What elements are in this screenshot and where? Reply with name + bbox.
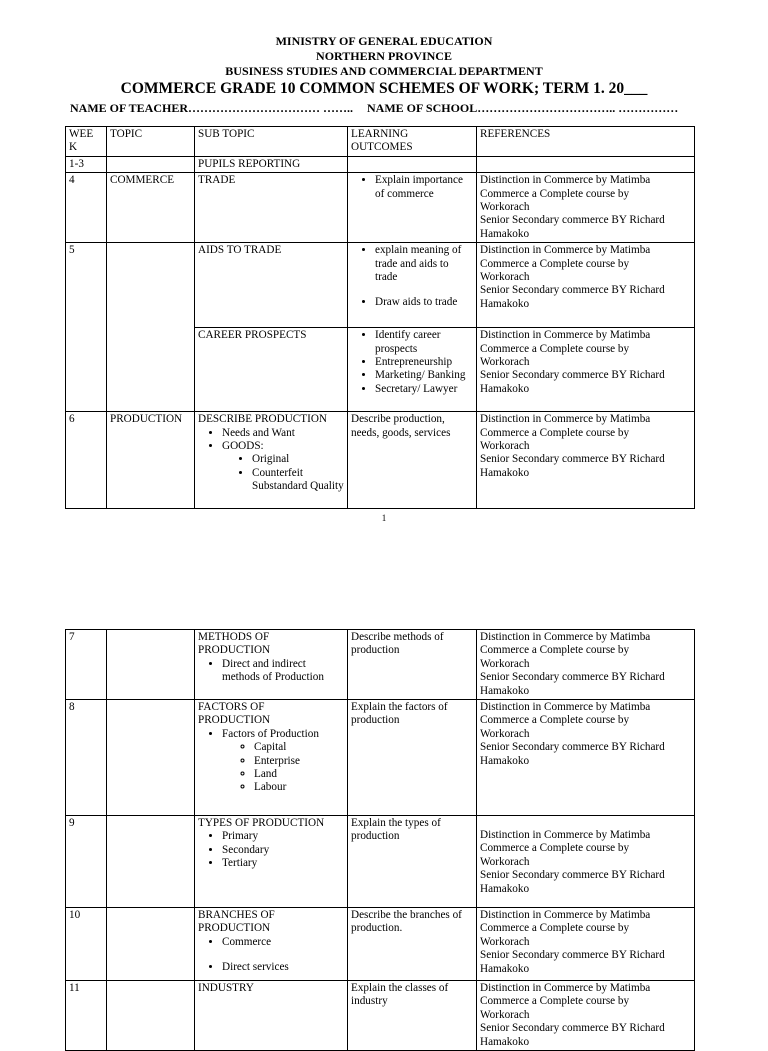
references-cell: Distinction in Commerce by Matimba Commerce a Complete course by Workorach Senior Secondary commerce BY Richard Hamakoko	[477, 243, 695, 328]
name-line	[70, 101, 678, 116]
header-week: WEE K	[66, 127, 107, 157]
table-row: 8 FACTORS OF PRODUCTION • Factors of Production ◦ Capital ◦ Enterprise ◦ Land ◦ Labour Explain the factors of production Distinction in Commerce by Matimba Commerce a Complete course by Workorach Senior Secondary commerce BY Richard Hamakoko	[66, 700, 695, 816]
references-cell: Distinction in Commerce by Matimba Commerce a Complete course by Workorach Senior Secondary commerce BY Richard Hamakoko	[477, 700, 695, 816]
header-outcomes: LEARNING OUTCOMES	[348, 127, 477, 157]
school-name-label: NAME OF SCHOOL…………………………….. ……………	[367, 101, 679, 115]
document-title: COMMERCE GRADE 10 COMMON SCHEMES OF WORK; TERM 1. 20___	[120, 80, 648, 97]
table-row: 7 METHODS OF PRODUCTION • Direct and indirect methods of Production Describe methods of production Distinction in Commerce by Matimba Commerce a Complete course by Workorach Senior Secondary commerce BY Richard Hamakoko	[66, 630, 695, 700]
references-cell: Distinction in Commerce by Matimba Commerce a Complete course by Workorach Senior Secondary commerce BY Richard Hamakoko	[477, 630, 695, 700]
references-cell: Distinction in Commerce by Matimba Commerce a Complete course by Workorach Senior Secondary commerce BY Richard Hamakoko	[477, 173, 695, 243]
department-heading: BUSINESS STUDIES AND COMMERCIAL DEPARTMENT	[225, 64, 543, 78]
references-cell: Distinction in Commerce by Matimba Commerce a Complete course by Workorach Senior Secondary commerce BY Richard Hamakoko	[477, 328, 695, 412]
header-subtopic: SUB TOPIC	[195, 127, 348, 157]
references-cell: Distinction in Commerce by Matimba Commerce a Complete course by Workorach Senior Secondary commerce BY Richard Hamakoko	[477, 908, 695, 981]
references-cell: Distinction in Commerce by Matimba Commerce a Complete course by Workorach Senior Secondary commerce BY Richard Hamakoko	[477, 412, 695, 509]
table-row: 4 COMMERCE TRADE • Explain importance of commerce Distinction in Commerce by Matimba Commerce a Complete course by Workorach Senior Secondary commerce BY Richard Hamakoko	[66, 173, 695, 243]
header-topic: TOPIC	[107, 127, 195, 157]
table-row: 1-3 PUPILS REPORTING	[66, 156, 695, 172]
document-page-2	[0, 560, 768, 1048]
table-row: 9 TYPES OF PRODUCTION • Primary • Secondary • Tertiary Explain the types of production Distinction in Commerce by Matimba Commerce a Complete course by Workorach Senior Secondary commerce BY Richard Hamakoko	[66, 816, 695, 908]
table-row: CAREER PROSPECTS • Identify career prospects • Entrepreneurship • Marketing/ Banking • Secretary/ Lawyer Distinction in Commerce by Matimba Commerce a Complete course by Workorach Senior Secondary commerce BY Richard Hamakoko	[66, 328, 695, 412]
ministry-heading: MINISTRY OF GENERAL EDUCATION	[275, 34, 493, 48]
teacher-name-label: NAME OF TEACHER…………………………… ……..	[70, 101, 354, 115]
page-number: 1	[381, 513, 387, 523]
scheme-table-page-1	[65, 126, 695, 509]
references-cell: Distinction in Commerce by Matimba Commerce a Complete course by Workorach Senior Secondary commerce BY Richard Hamakoko	[477, 981, 695, 1051]
table-header-row	[66, 127, 695, 157]
table-row: 11 INDUSTRY Explain the classes of industry Distinction in Commerce by Matimba Commerce a Complete course by Workorach Senior Secondary commerce BY Richard Hamakoko	[66, 981, 695, 1051]
references-cell: Distinction in Commerce by Matimba Commerce a Complete course by Workorach Senior Secondary commerce BY Richard Hamakoko	[477, 816, 695, 908]
table-row: 6 PRODUCTION DESCRIBE PRODUCTION • Needs and Want • GOODS: • Original • Counterfeit Substandard Quality Describe production, needs, goods, services Distinction in Commerce by Matimba Commerce a Complete course by Workorach Senior Secondary commerce BY Richard Hamakoko	[66, 412, 695, 509]
header-references: REFERENCES	[477, 127, 695, 157]
province-heading: NORTHERN PROVINCE	[316, 49, 452, 63]
table-row: 5 AIDS TO TRADE • explain meaning of trade and aids to trade • Draw aids to trade Distinction in Commerce by Matimba Commerce a Complete course by Workorach Senior Secondary commerce BY Richard Hamakoko	[66, 243, 695, 328]
scheme-table-page-2	[65, 629, 695, 1051]
table-row: 10 BRANCHES OF PRODUCTION • Commerce • Direct services Describe the branches of production. Distinction in Commerce by Matimba Commerce a Complete course by Workorach Senior Secondary commerce BY Richard Hamakoko	[66, 908, 695, 981]
